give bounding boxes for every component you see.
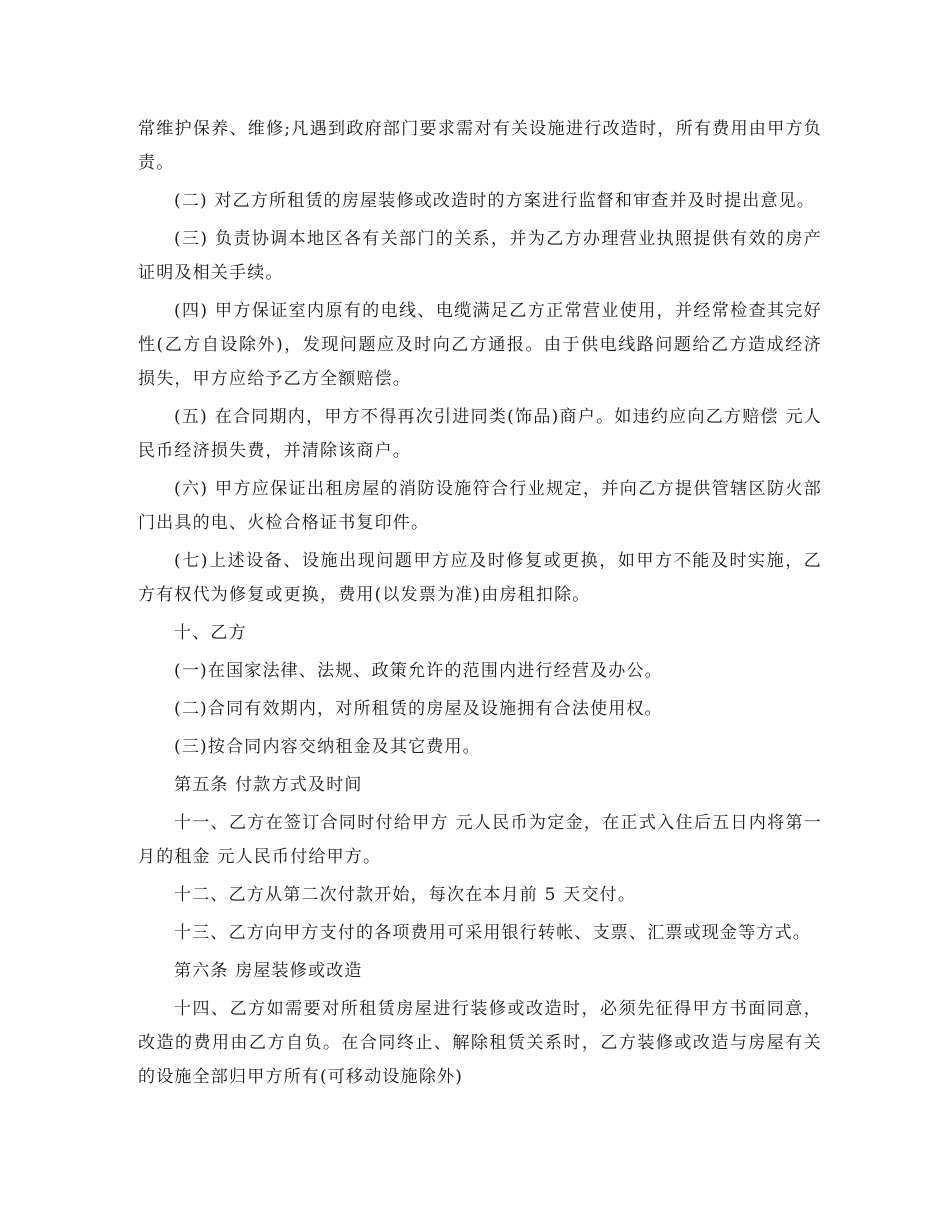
paragraph: (三) 负责协调本地区各有关部门的关系，并为乙方办理营业执照提供有效的房产证明及相关手续。	[138, 229, 822, 283]
paragraph: 十四、乙方如需要对所租赁房屋进行装修或改造时，必须先征得甲方书面同意，改造的费用由乙方自负。在合同终止、解除租赁关系时，乙方装修或改造与房屋有关的设施全部归甲方所有(可移动设施除外)	[138, 999, 822, 1087]
paragraph: (二)合同有效期内，对所租赁的房屋及设施拥有合法使用权。	[174, 699, 663, 719]
paragraph: (二) 对乙方所租赁的房屋装修或改造时的方案进行监督和审查并及时提出意见。	[174, 191, 816, 211]
paragraph: 十三、乙方向甲方支付的各项费用可采用银行转帐、支票、汇票或现金等方式。	[174, 923, 811, 943]
paragraph: (四) 甲方保证室内原有的电线、电缆满足乙方正常营业使用，并经常检查其完好性(乙方自设除外)，发现问题应及时向乙方通报。由于供电线路问题给乙方造成经济损失，甲方应给予乙方全额赔偿。	[138, 301, 822, 389]
paragraph: (六) 甲方应保证出租房屋的消防设施符合行业规定，并向乙方提供管辖区防火部门出具的电、火检合格证书复印件。	[138, 479, 822, 533]
paragraph: 十一、乙方在签订合同时付给甲方 元人民币为定金，在正式入住后五日内将第一月的租金 元人民币付给甲方。	[138, 813, 822, 867]
paragraph: (一)在国家法律、法规、政策允许的范围内进行经营及办公。	[174, 661, 663, 681]
section-heading: 十、乙方	[174, 623, 247, 643]
article-heading: 第五条 付款方式及时间	[174, 775, 363, 795]
article-heading: 第六条 房屋装修或改造	[174, 961, 363, 981]
paragraph: (五) 在合同期内，甲方不得再次引进同类(饰品)商户。如违约应向乙方赔偿 元人民币经济损失费，并清除该商户。	[138, 407, 822, 461]
document-page	[138, 112, 822, 1098]
paragraph: 常维护保养、维修;凡遇到政府部门要求需对有关设施进行改造时，所有费用由甲方负责。	[138, 119, 822, 173]
paragraph: (三)按合同内容交纳租金及其它费用。	[174, 737, 481, 757]
paragraph: (七)上述设备、设施出现问题甲方应及时修复或更换，如甲方不能及时实施，乙方有权代为修复或更换，费用(以发票为准)由房租扣除。	[138, 551, 822, 605]
paragraph: 十二、乙方从第二次付款开始，每次在本月前 5 天交付。	[174, 885, 637, 905]
